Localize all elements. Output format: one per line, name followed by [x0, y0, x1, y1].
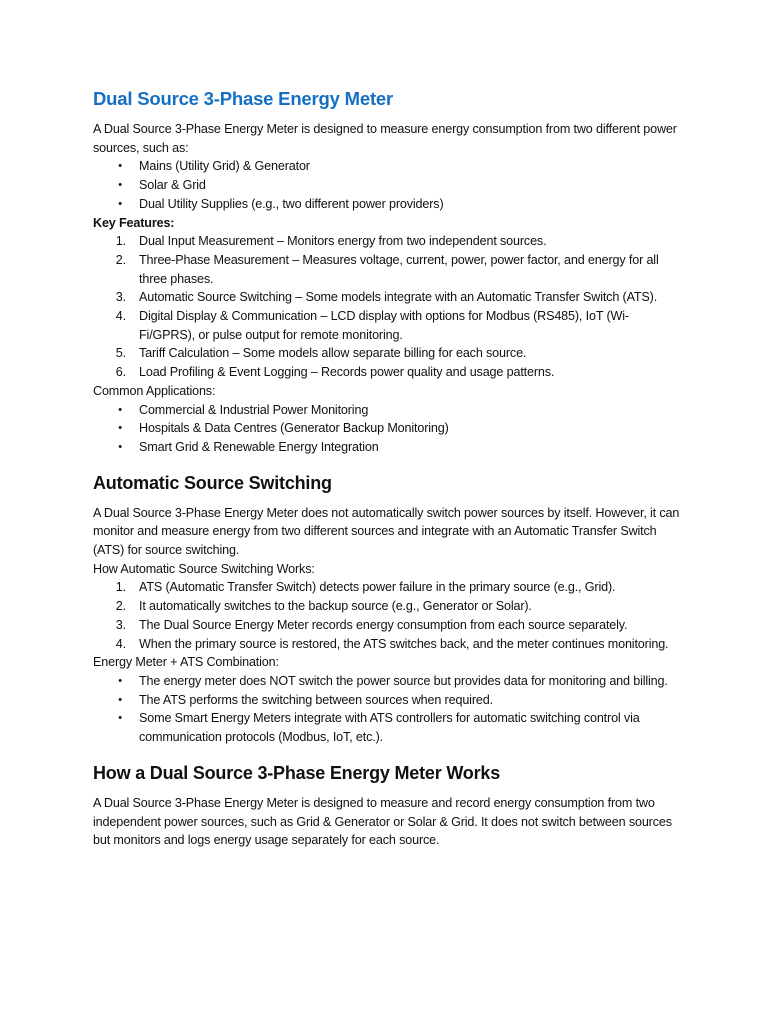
list-item-text: Digital Display & Communication – LCD display with options for Modbus (RS485), IoT (Wi-Fi/GPRS), or pulse output for remote monitoring. [139, 309, 629, 342]
list-item-text: ATS (Automatic Transfer Switch) detects power failure in the primary source (e.g., Grid). [139, 580, 616, 595]
list-item [93, 616, 683, 635]
bullet-icon: • [118, 712, 122, 725]
list-item-text: Smart Grid & Renewable Energy Integration [139, 439, 379, 454]
how-switching-works-label: How Automatic Source Switching Works: [93, 561, 315, 576]
bullet-icon: • [118, 693, 122, 706]
list-item-text: Solar & Grid [139, 178, 206, 193]
combination-label: Energy Meter + ATS Combination: [93, 655, 279, 670]
list-number: 5. [115, 346, 126, 361]
list-item-text: It automatically switches to the backup source (e.g., Generator or Solar). [139, 599, 532, 614]
switching-steps-list [93, 578, 683, 653]
intro-paragraph: A Dual Source 3-Phase Energy Meter is designed to measure energy consumption from two different power sources, such as: [93, 122, 677, 155]
bullet-icon: • [118, 440, 122, 453]
list-item [93, 307, 683, 344]
list-item [93, 691, 683, 710]
list-item-text: When the primary source is restored, the ATS switches back, and the meter continues monitoring. [139, 636, 669, 651]
list-item [93, 363, 683, 382]
list-item-text: Some Smart Energy Meters integrate with ATS controllers for automatic switching control via communication protocols (Modbus, IoT, etc.). [139, 711, 640, 745]
list-item-text: Mains (Utility Grid) & Generator [139, 159, 310, 174]
list-item [93, 176, 683, 195]
list-number: 4. [115, 636, 126, 651]
list-number: 6. [115, 365, 126, 380]
list-item-text: Three-Phase Measurement – Measures voltage, current, power, power factor, and energy for all three phases. [139, 252, 659, 286]
section-heading-automatic-switching: Automatic Source Switching [93, 472, 332, 493]
list-item [93, 344, 683, 363]
list-item-text: The Dual Source Energy Meter records energy consumption from each source separately. [139, 617, 628, 632]
bullet-icon: • [118, 403, 122, 416]
list-item [93, 597, 683, 616]
list-item-text: The energy meter does NOT switch the power source but provides data for monitoring and billing. [139, 673, 668, 688]
key-features-label: Key Features: [93, 215, 175, 230]
combination-list [93, 672, 683, 747]
list-item [93, 232, 683, 251]
list-item [93, 635, 683, 654]
bullet-icon: • [118, 179, 122, 192]
section-heading-how-it-works: How a Dual Source 3-Phase Energy Meter Works [93, 762, 501, 783]
list-item [93, 438, 683, 457]
bullet-icon: • [118, 197, 122, 210]
how-it-works-paragraph: A Dual Source 3-Phase Energy Meter is designed to measure and record energy consumption from two independent power sources, such as Grid & Generator or Solar & Grid. It does not switch between sources but monitors and logs energy usage separately for each source. [93, 795, 672, 848]
list-number: 3. [115, 290, 126, 305]
list-item-text: Automatic Source Switching – Some models integrate with an Automatic Transfer Switch (ATS). [139, 290, 658, 305]
sources-list [93, 157, 683, 213]
list-item [93, 251, 683, 288]
list-number: 2. [115, 252, 126, 267]
list-number: 4. [115, 309, 126, 324]
list-item [93, 157, 683, 176]
list-item-text: Tariff Calculation – Some models allow separate billing for each source. [139, 346, 527, 361]
bullet-icon: • [118, 674, 122, 687]
applications-label: Common Applications: [93, 383, 216, 398]
list-number: 2. [115, 599, 126, 614]
list-item [93, 401, 683, 420]
list-item-text: Hospitals & Data Centres (Generator Backup Monitoring) [139, 421, 449, 436]
list-item [93, 195, 683, 214]
list-item [93, 288, 683, 307]
list-item-text: The ATS performs the switching between sources when required. [139, 692, 493, 707]
switching-intro-paragraph: A Dual Source 3-Phase Energy Meter does not automatically switch power sources by itself. However, it can monitor and measure energy from two different sources and integrate with an Automatic Transfer Switch (ATS) for source switching. [93, 505, 680, 558]
list-item [93, 709, 683, 746]
list-number: 3. [115, 617, 126, 632]
bullet-icon: • [118, 422, 122, 435]
bullet-icon: • [118, 160, 122, 173]
list-item [93, 672, 683, 691]
list-number: 1. [115, 580, 126, 595]
document-page [93, 86, 683, 850]
list-item-text: Dual Input Measurement – Monitors energy from two independent sources. [139, 234, 547, 249]
list-item-text: Dual Utility Supplies (e.g., two different power providers) [139, 196, 444, 211]
list-item [93, 578, 683, 597]
list-number: 1. [115, 234, 126, 249]
list-item-text: Commercial & Industrial Power Monitoring [139, 402, 369, 417]
list-item-text: Load Profiling & Event Logging – Records power quality and usage patterns. [139, 365, 555, 380]
key-features-list [93, 232, 683, 382]
applications-list [93, 401, 683, 457]
document-title: Dual Source 3-Phase Energy Meter [93, 88, 393, 109]
list-item [93, 419, 683, 438]
